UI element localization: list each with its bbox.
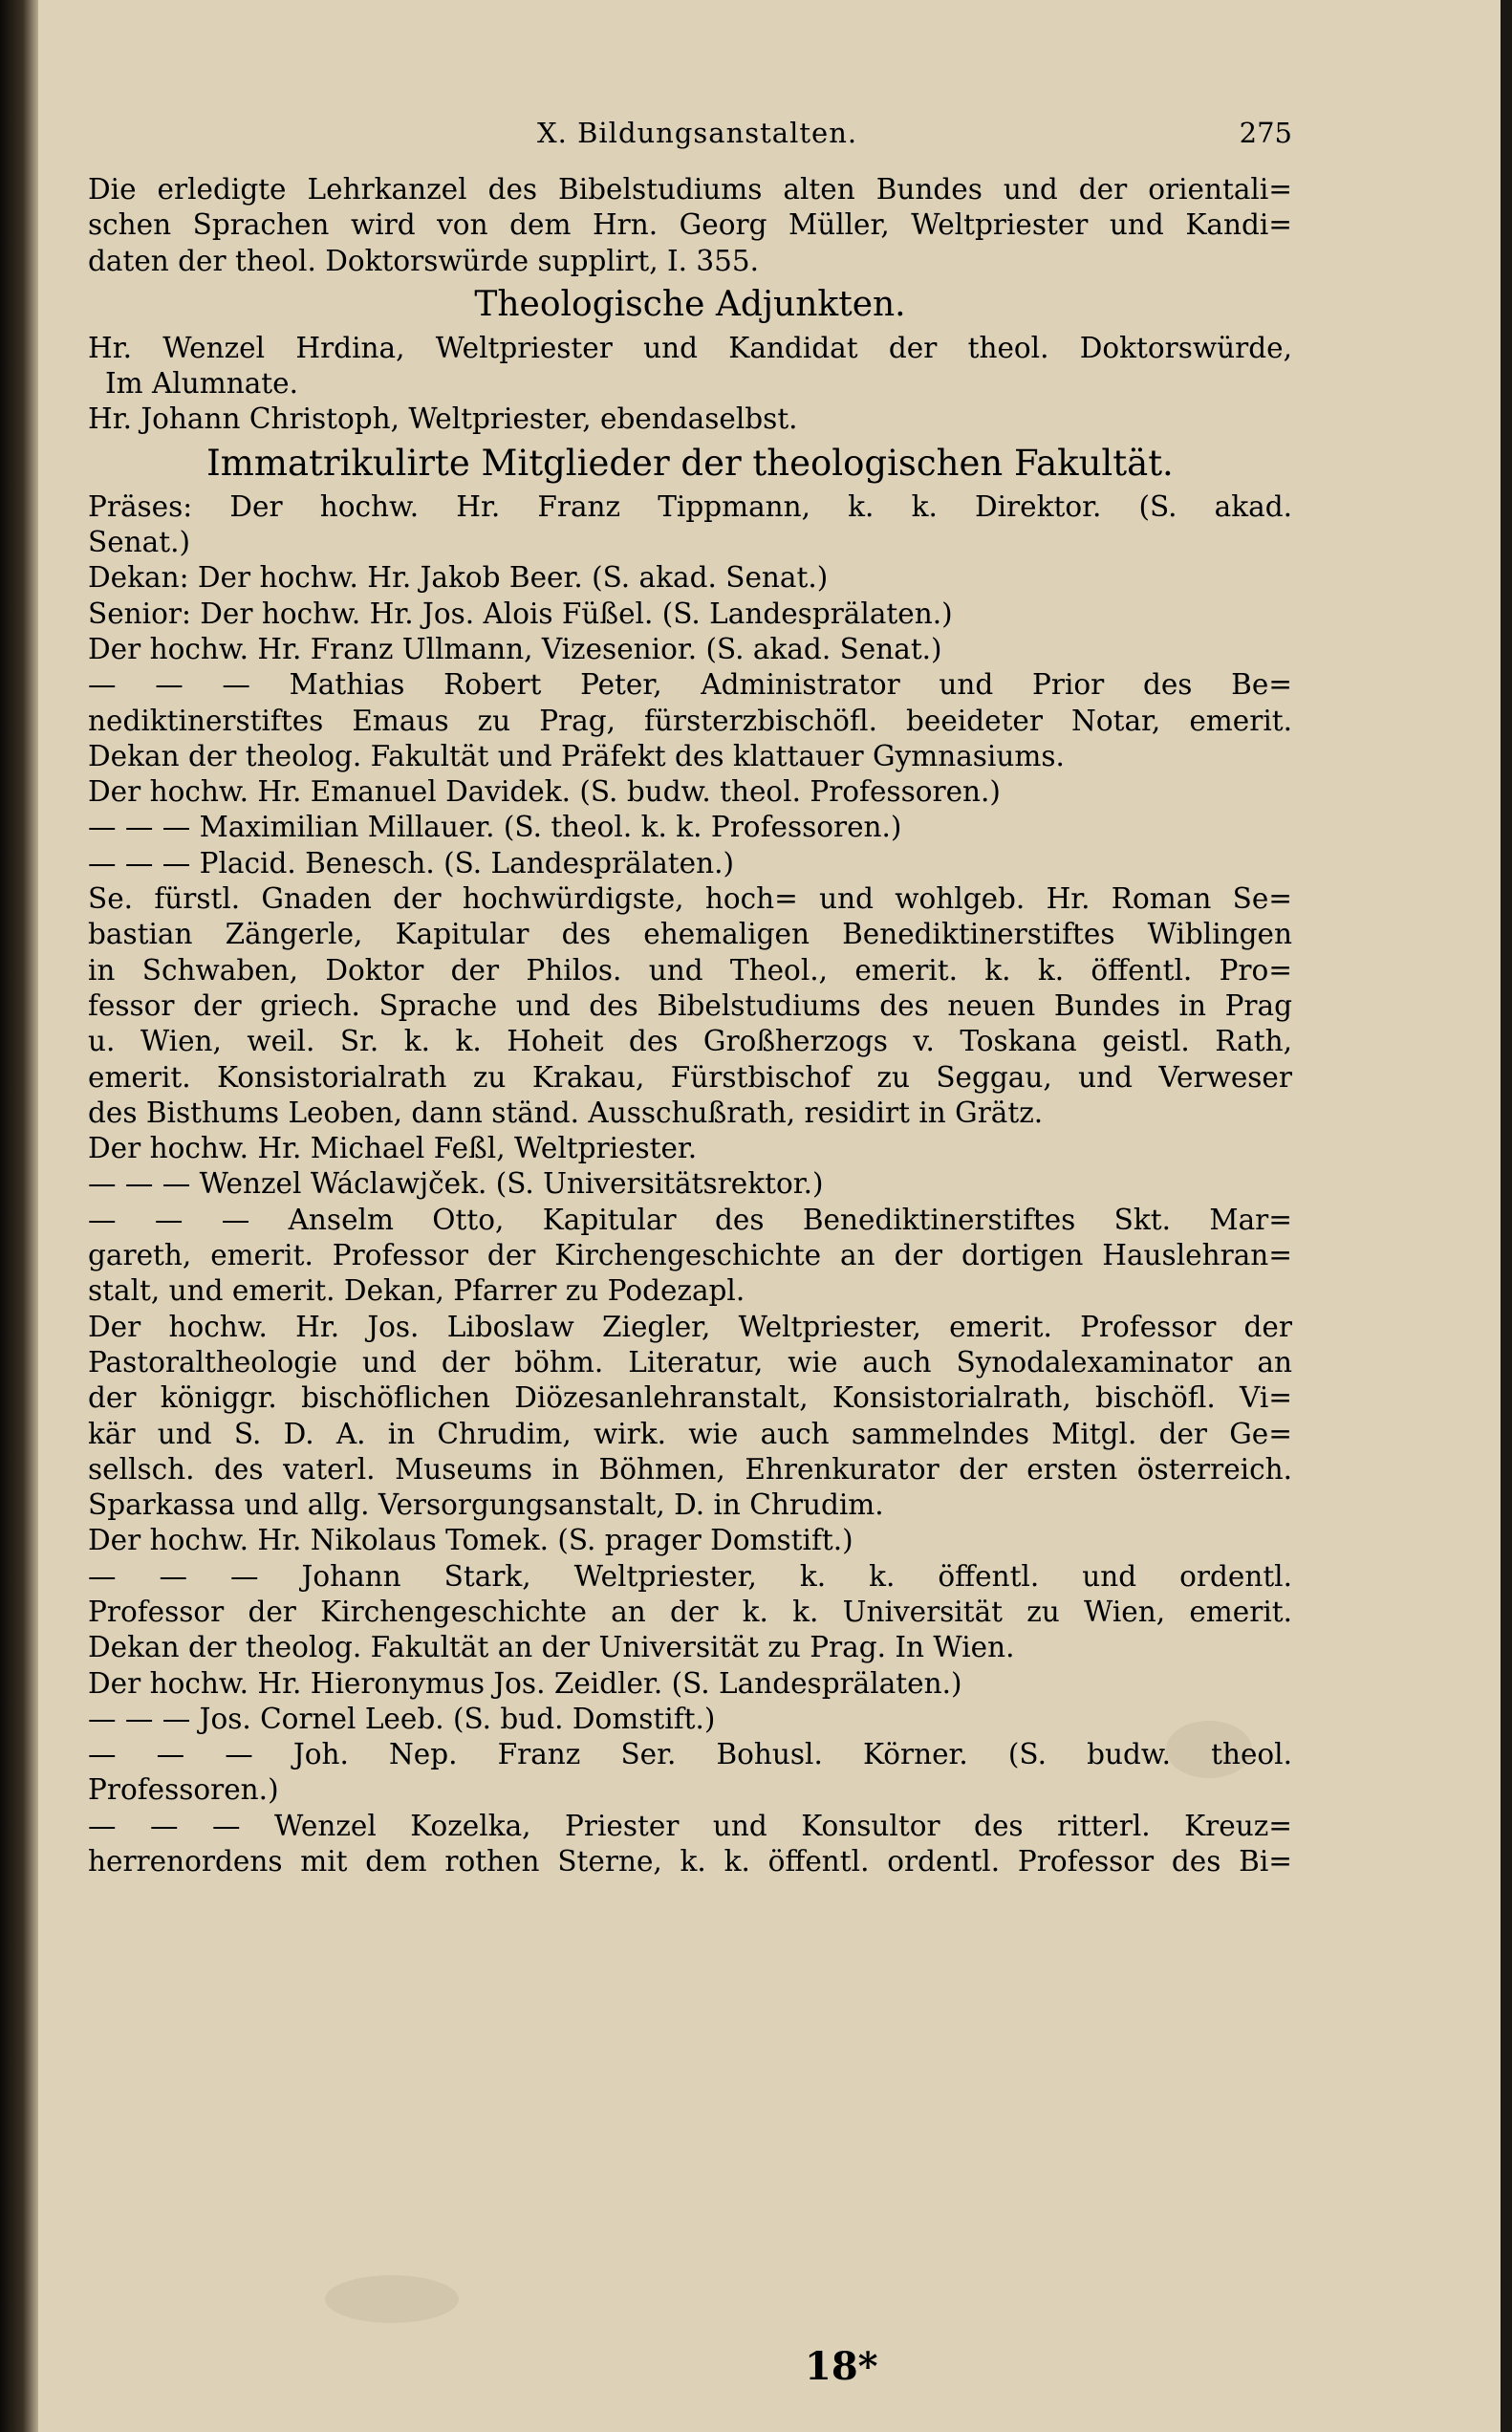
text-line: herrenordens mit dem rothen Sterne, k. k. öffentl. ordentl. Professor des Bi= <box>88 1845 1292 1878</box>
text-line: Im Alumnate. <box>105 367 298 401</box>
text-line: Der hochw. Hr. Nikolaus Tomek. (S. prager Domstift.) <box>88 1524 853 1557</box>
book-spine-shadow <box>0 0 38 2432</box>
text-line: daten der theol. Doktorswürde supplirt, I. 355. <box>88 244 760 277</box>
text-line: Der hochw. Hr. Hieronymus Jos. Zeidler. (S. Landesprälaten.) <box>88 1666 962 1700</box>
signature-mark: 18* <box>805 2344 878 2389</box>
body-text <box>88 172 1292 1879</box>
text-line: Hr. Wenzel Hrdina, Weltpriester und Kandidat der theol. Doktorswürde, <box>88 331 1292 364</box>
running-header <box>88 117 1292 164</box>
text-line: — — — Johann Stark, Weltpriester, k. k. öffentl. und ordentl. <box>88 1559 1292 1593</box>
text-line: Der hochw. Hr. Franz Ullmann, Vizesenior. (S. akad. Senat.) <box>88 632 942 665</box>
text-line: Professor der Kirchengeschichte an der k. k. Universität zu Wien, emerit. <box>88 1595 1292 1628</box>
text-line: Der hochw. Hr. Emanuel Davidek. (S. budw. theol. Professoren.) <box>88 775 1001 809</box>
text-line: Dekan: Der hochw. Hr. Jakob Beer. (S. akad. Senat.) <box>88 561 829 595</box>
text-line: Der hochw. Hr. Jos. Liboslaw Ziegler, Weltpriester, emerit. Professor der <box>88 1310 1292 1343</box>
text-line: — — — Mathias Robert Peter, Administrator und Prior des Be= <box>88 668 1292 702</box>
text-line: stalt, und emerit. Dekan, Pfarrer zu Podezapl. <box>88 1274 745 1308</box>
section-heading: Theologische Adjunkten. <box>474 284 906 324</box>
text-line: Professoren.) <box>88 1773 279 1807</box>
paper-stain <box>325 2275 459 2323</box>
text-line: des Bisthums Leoben, dann ständ. Ausschußrath, residirt in Grätz. <box>88 1096 1044 1129</box>
text-line: — — — Joh. Nep. Franz Ser. Bohusl. Körner. (S. budw. theol. <box>88 1738 1292 1771</box>
text-line: in Schwaben, Doktor der Philos. und Theol., emerit. k. k. öffentl. Pro= <box>88 953 1292 987</box>
text-line: der königgr. bischöflichen Diözesanlehranstalt, Konsistorialrath, bischöfl. Vi= <box>88 1381 1292 1415</box>
running-title: X. Bildungsanstalten. <box>537 117 858 149</box>
page-number: 275 <box>1239 117 1292 149</box>
text-line: gareth, emerit. Professor der Kirchengeschichte an der dortigen Hauslehran= <box>88 1239 1292 1272</box>
text-line: Se. fürstl. Gnaden der hochwürdigste, hoch= und wohlgeb. Hr. Roman Se= <box>88 882 1292 916</box>
text-line: — — — Wenzel Kozelka, Priester und Konsultor des ritterl. Kreuz= <box>88 1809 1292 1842</box>
text-line: — — — Jos. Cornel Leeb. (S. bud. Domstift.) <box>88 1702 716 1735</box>
text-line: — — — Maximilian Millauer. (S. theol. k. k. Professoren.) <box>88 811 902 844</box>
text-line: bastian Zängerle, Kapitular des ehemaligen Benediktinerstiftes Wiblingen <box>88 918 1292 951</box>
text-line: Dekan der theolog. Fakultät und Präfekt des klattauer Gymnasiums. <box>88 739 1065 772</box>
text-line: u. Wien, weil. Sr. k. k. Hoheit des Großherzogs v. Toskana geistl. Rath, <box>88 1025 1292 1058</box>
text-line: nediktinerstiftes Emaus zu Prag, fürsterzbischöfl. beeideter Notar, emerit. <box>88 704 1292 737</box>
text-line: Die erledigte Lehrkanzel des Bibelstudiums alten Bundes und der orientali= <box>88 173 1292 206</box>
text-line: — — — Anselm Otto, Kapitular des Benediktinerstiftes Skt. Mar= <box>88 1203 1292 1236</box>
text-line: Präses: Der hochw. Hr. Franz Tippmann, k. k. Direktor. (S. akad. <box>88 489 1292 523</box>
text-line: fessor der griech. Sprache und des Bibelstudiums des neuen Bundes in Prag <box>88 988 1292 1022</box>
text-line: — — — Placid. Benesch. (S. Landesprälaten.) <box>88 846 734 879</box>
text-line: sellsch. des vaterl. Museums in Böhmen, Ehrenkurator der ersten österreich. <box>88 1452 1292 1486</box>
section-heading: Immatrikulirte Mitglieder der theologischen Fakultät. <box>206 442 1174 484</box>
text-line: Pastoraltheologie und der böhm. Literatur, wie auch Synodalexaminator an <box>88 1345 1292 1379</box>
text-line: kär und S. D. A. in Chrudim, wirk. wie auch sammelndes Mitgl. der Ge= <box>88 1417 1292 1450</box>
text-line: Hr. Johann Christoph, Weltpriester, ebendaselbst. <box>88 402 798 436</box>
text-line: — — — Wenzel Wáclawjček. (S. Universitätsrektor.) <box>88 1167 824 1201</box>
text-line: Senat.) <box>88 526 190 559</box>
text-line: Dekan der theolog. Fakultät an der Universität zu Prag. In Wien. <box>88 1631 1015 1664</box>
text-line: schen Sprachen wird von dem Hrn. Georg Müller, Weltpriester und Kandi= <box>88 208 1292 242</box>
text-line: emerit. Konsistorialrath zu Krakau, Fürstbischof zu Seggau, und Verweser <box>88 1060 1292 1094</box>
text-line: Sparkassa und allg. Versorgungsanstalt, D. in Chrudim. <box>88 1488 884 1522</box>
text-line: Der hochw. Hr. Michael Feßl, Weltpriester. <box>88 1132 698 1165</box>
text-line: Senior: Der hochw. Hr. Jos. Alois Füßel. (S. Landesprälaten.) <box>88 597 953 630</box>
